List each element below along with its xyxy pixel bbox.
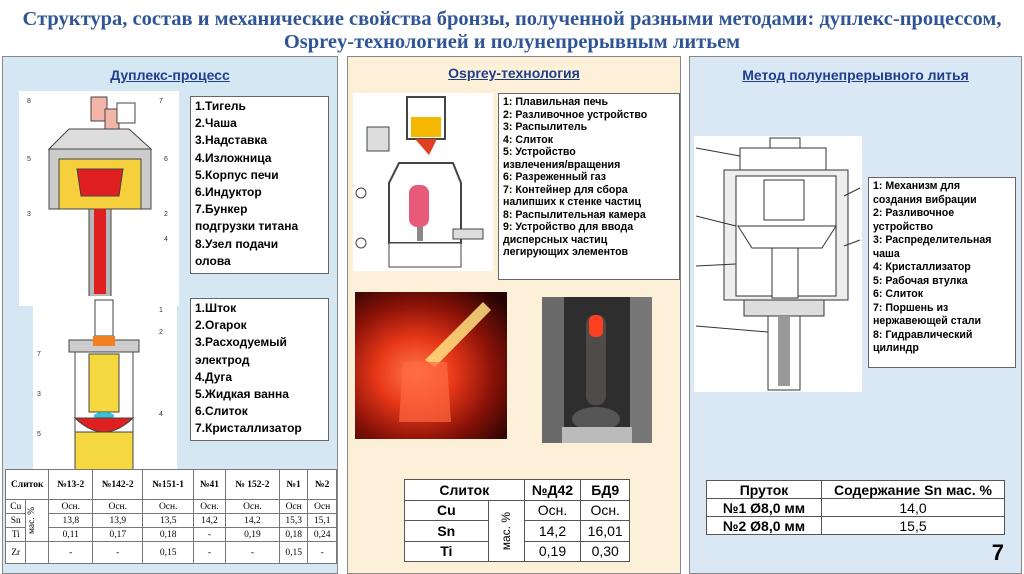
svg-text:4: 4 — [164, 236, 168, 243]
table-header: №2 — [308, 470, 337, 500]
table-row: Zr - - 0,15 - - 0,15 - — [6, 542, 337, 564]
table-row: Cu мас. % Осн. Осн. Осн. Осн. Осн. Осн Осн — [6, 500, 337, 514]
table-header: №1 — [279, 470, 308, 500]
table-header: Слиток — [405, 480, 525, 501]
table-header: №Д42 — [524, 480, 581, 501]
unit-label: мас. % — [27, 506, 38, 535]
svg-text:4: 4 — [159, 411, 163, 418]
spray-forming-photo — [355, 292, 507, 439]
table-header: Содержание Sn мас. % — [822, 481, 1005, 499]
svg-text:5: 5 — [37, 431, 41, 438]
page-number: 7 — [991, 540, 1004, 565]
table-row: Ti 0,11 0,17 0,18 - 0,19 0,18 0,24 — [6, 528, 337, 542]
semicontinuous-title: Метод полунепрерывного литья — [742, 67, 969, 83]
table-row: Sn 14,2 16,01 — [405, 521, 630, 542]
duplex-title: Дуплекс-процесс — [110, 67, 230, 83]
svg-text:7: 7 — [159, 98, 163, 105]
table-row: Ti 0,19 0,30 — [405, 541, 630, 562]
svg-text:8: 8 — [27, 98, 31, 105]
induction-furnace-diagram — [19, 91, 179, 306]
svg-text:7: 7 — [37, 351, 41, 358]
ingot-photo — [542, 297, 652, 443]
duplex-composition-table — [5, 469, 337, 564]
osprey-title: Osprey-технология — [448, 65, 580, 81]
table-row: №1 Ø8,0 мм 14,0 — [707, 499, 1005, 517]
semicontinuous-panel — [689, 56, 1022, 574]
svg-text:1: 1 — [159, 307, 163, 314]
semicontinuous-table — [706, 480, 1005, 535]
table-header: №142-2 — [93, 470, 143, 500]
duplex-legend-2: 1.Шток 2.Огарок 3.Расходуемый электрод 4.Дуга 5.Жидкая ванна 6.Слиток 7.Кристаллизатор — [190, 298, 329, 441]
svg-text:5: 5 — [27, 156, 31, 163]
svg-text:3: 3 — [27, 211, 31, 218]
table-row: Sn 13,8 13,9 13,5 14,2 14,2 15,3 15,1 — [6, 514, 337, 528]
unit-label: мас. % — [499, 511, 514, 550]
table-header: Пруток — [707, 481, 822, 499]
svg-text:2: 2 — [164, 211, 168, 218]
semicontinuous-casting-diagram — [694, 136, 862, 392]
table-header: №151-1 — [143, 470, 193, 500]
svg-text:6: 6 — [164, 156, 168, 163]
duplex-panel — [2, 56, 338, 574]
slide-title: Структура, состав и механические свойства бронзы, полученной разными методами: дуплекс-процессом, Osprey-технологией и полунепрерывным литьем — [22, 8, 1002, 53]
table-header: №13-2 — [49, 470, 93, 500]
osprey-legend: 1: Плавильная печь 2: Разливочное устройство 3: Распылитель 4: Слиток 5: Устройство извлечения/вращения 6: Разреженный газ 7: Контейнер для сбора налипших к стенке частиц 8: Распылительная камера 9: Устройство для ввода дисперсных частиц легирующих элементов — [498, 93, 680, 280]
table-header: Слиток — [6, 470, 49, 500]
semicontinuous-legend: 1: Механизм для создания вибрации 2: Разливочное устройство 3: Распределительная чаша 4: Кристаллизатор 5: Рабочая втулка 6: Слиток 7: Поршень из нержавеющей стали 8: Гидравлический цилиндр — [868, 177, 1016, 368]
table-header: БД9 — [581, 480, 630, 501]
osprey-panel — [347, 56, 681, 574]
table-header: №41 — [193, 470, 225, 500]
table-row: Cu мас. % Осн. Осн. — [405, 500, 630, 521]
svg-text:3: 3 — [37, 391, 41, 398]
osprey-diagram — [353, 93, 493, 271]
duplex-legend-1: 1.Тигель 2.Чаша 3.Надставка 4.Изложница 5.Корпус печи 6.Индуктор 7.Бункер подгрузки титана 8.Узел подачи олова — [190, 96, 329, 274]
osprey-composition-table — [404, 479, 630, 562]
table-header: № 152-2 — [225, 470, 279, 500]
svg-text:2: 2 — [159, 329, 163, 336]
table-row: №2 Ø8,0 мм 15,5 — [707, 517, 1005, 535]
